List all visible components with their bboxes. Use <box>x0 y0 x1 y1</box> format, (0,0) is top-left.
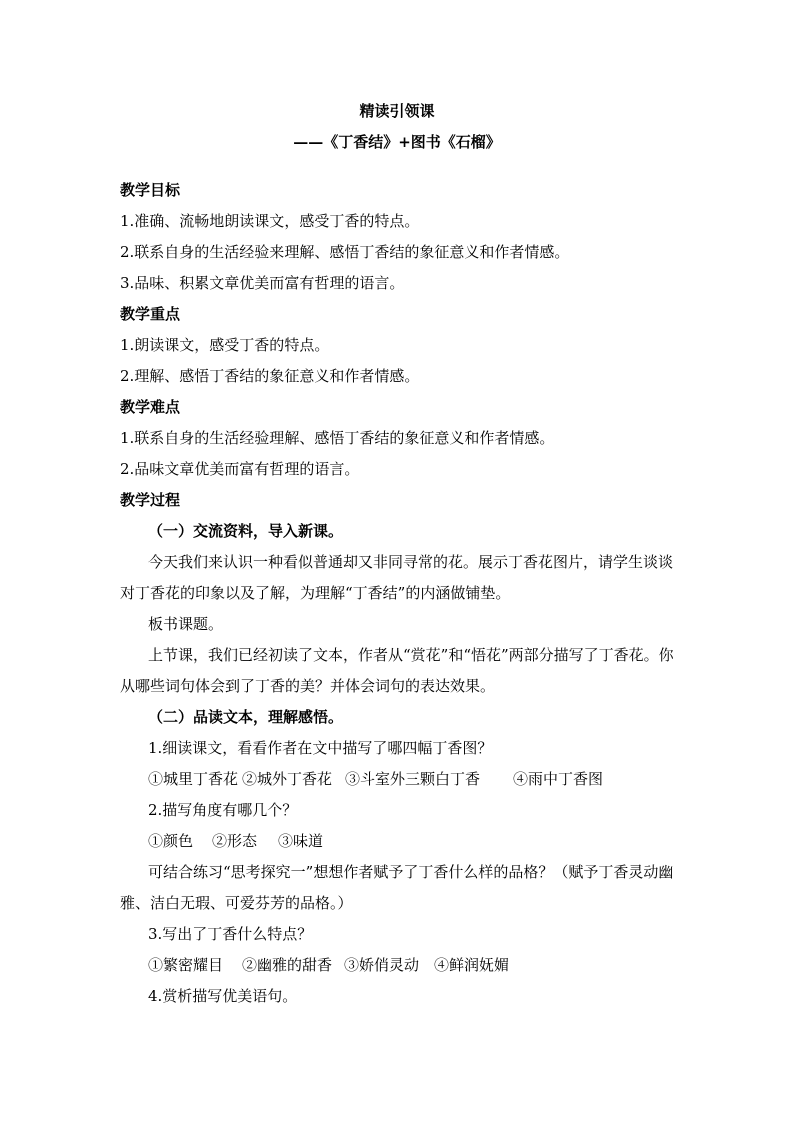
difficulty-item: 2.品味文章优美而富有哲理的语言。 <box>120 460 360 478</box>
option-item: ②城外丁香花 <box>242 770 333 788</box>
goal-item: 1.准确、流畅地朗读课文，感受丁香的特点。 <box>120 212 420 230</box>
question-item: 1.细读课文，看看作者在文中描写了哪四幅丁香图？ <box>148 739 493 757</box>
section-heading-difficulties: 教学难点 <box>120 398 181 416</box>
process-part1-heading: （一）交流资料，导入新课。 <box>148 522 344 540</box>
question-item: 3.写出了丁香什么特点？ <box>148 925 313 943</box>
page-title: 精读引领课 <box>359 102 435 120</box>
option-item: ②形态 <box>212 832 258 850</box>
option-item: ④雨中丁香图 <box>513 770 604 788</box>
option-item: ②幽雅的甜香 <box>242 956 333 974</box>
section-heading-process: 教学过程 <box>120 491 181 509</box>
option-item: ①繁密耀目 <box>148 956 224 974</box>
section-heading-goals: 教学目标 <box>120 181 181 199</box>
process-part1-paragraph: 板书课题。 <box>148 615 224 633</box>
page-subtitle: ——《丁香结》+图书《石榴》 <box>293 133 501 151</box>
question-options <box>148 955 680 975</box>
goal-item: 2.联系自身的生活经验来理解、感悟丁香结的象征意义和作者情感。 <box>120 243 570 261</box>
key-point-item: 2.理解、感悟丁香结的象征意义和作者情感。 <box>120 367 420 385</box>
question-options <box>148 769 680 789</box>
key-point-item: 1.朗读课文，感受丁香的特点。 <box>120 336 330 354</box>
question-item: 2.描写角度有哪几个？ <box>148 801 298 819</box>
option-item: ③斗室外三颗白丁香 <box>345 770 481 788</box>
question-item: 4.赏析描写优美语句。 <box>148 987 298 1005</box>
option-item: ①城里丁香花 <box>148 770 239 788</box>
process-part1-paragraph: 上节课，我们已经初读了文本，作者从“赏花”和“悟花”两部分描写了丁香花。你从哪些词句体会到了丁香的美？并体会词句的表达效果。 <box>120 646 674 695</box>
process-part1-paragraph: 今天我们来认识一种看似普通却又非同寻常的花。展示丁香花图片，请学生谈谈对丁香花的印象以及了解，为理解“丁香结”的内涵做铺垫。 <box>120 553 674 602</box>
process-part2-paragraph: 可结合练习“思考探究一”想想作者赋予了丁香什么样的品格？（赋予丁香灵动幽雅、洁白无瑕、可爱芬芳的品格。） <box>120 863 674 912</box>
option-item: ④鲜润妩媚 <box>434 956 510 974</box>
option-item: ①颜色 <box>148 832 194 850</box>
process-part2-heading: （二）品读文本，理解感悟。 <box>148 708 344 726</box>
difficulty-item: 1.联系自身的生活经验理解、感悟丁香结的象征意义和作者情感。 <box>120 429 555 447</box>
section-heading-key-points: 教学重点 <box>120 305 181 323</box>
goal-item: 3.品味、积累文章优美而富有哲理的语言。 <box>120 274 405 292</box>
option-item: ③味道 <box>278 832 324 850</box>
option-item: ③娇俏灵动 <box>344 956 420 974</box>
question-options <box>148 831 680 851</box>
